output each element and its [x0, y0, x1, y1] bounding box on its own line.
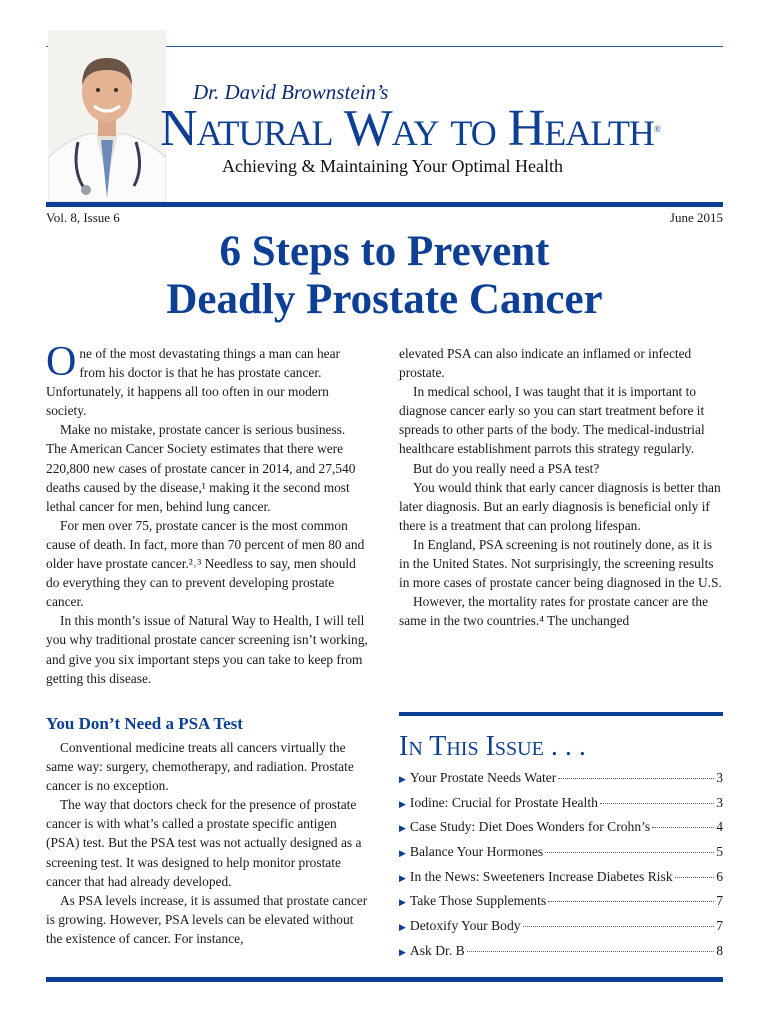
section-subhead: You Don’t Need a PSA Test [46, 714, 243, 733]
paragraph [46, 339, 368, 420]
headline-line-1: 6 Steps to Prevent [219, 228, 550, 275]
triangle-right-icon: ▶ [399, 947, 406, 958]
leader-dots [523, 926, 715, 927]
article-headline [46, 228, 723, 324]
article-column-2 [399, 344, 723, 630]
headline-line-2: Deadly Prostate Cancer [166, 276, 603, 323]
article-column-1-continued [46, 738, 368, 948]
doctor-portrait-icon [48, 30, 166, 202]
registered-mark: ® [653, 124, 660, 134]
leader-dots [652, 827, 714, 828]
triangle-right-icon: ▶ [399, 873, 406, 884]
toc-title: Your Prostate Needs Water [409, 770, 557, 785]
paragraph: In medical school, I was taught that it is important to diagnose cancer early so you can start treatment before it spreads to other parts of the body. The medical-industrial healthcare establishment parrots this strategy regularly. [399, 384, 705, 457]
toc-page: 6 [716, 868, 723, 884]
masthead-rule [46, 202, 723, 207]
triangle-right-icon: ▶ [399, 923, 406, 934]
paragraph: For men over 75, prostate cancer is the most common cause of death. In fact, more than 70 percent of men 80 and older have prostate cancer.²˒³ Needless to say, men should do everything they can to prevent developing prostate cancer. [46, 517, 365, 610]
paragraph: But do you really need a PSA test? [413, 460, 600, 476]
author-photo [48, 30, 166, 202]
paragraph: In England, PSA screening is not routinely done, as it is in the United States. Not surprisingly, the screening results in more cases of prostate cancer being diagnosed in the U.S. [399, 536, 722, 591]
toc-item[interactable] [399, 943, 723, 968]
leader-dots [545, 852, 714, 853]
toc-page: 8 [716, 942, 723, 958]
toc-title: Balance Your Hormones [409, 844, 544, 860]
in-this-issue-rule [399, 712, 723, 716]
newsletter-title-text: Natural Way to Health [160, 100, 654, 157]
toc-title: Iodine: Crucial for Prostate Health [409, 794, 598, 810]
toc-item[interactable] [399, 819, 723, 844]
in-this-issue-heading: In This Issue . . . [399, 731, 586, 762]
toc-page: 5 [716, 844, 723, 860]
paragraph: elevated PSA can also indicate an inflamed or infected prostate. [399, 346, 692, 381]
leader-dots [467, 951, 715, 952]
toc-page: 3 [716, 770, 723, 785]
toc-title: In the News: Sweeteners Increase Diabetes Risk [409, 868, 673, 884]
leader-dots [600, 803, 714, 804]
triangle-right-icon: ▶ [399, 898, 406, 909]
newsletter-title [160, 102, 660, 156]
paragraph: You would think that early cancer diagnosis is better than later diagnosis. But an early diagnosis is beneficial only if there is a treatment that can prolong lifespan. [399, 479, 721, 533]
leader-dots [548, 901, 714, 902]
leader-dots [675, 877, 715, 878]
author-byline: Dr. David Brownstein’s [193, 80, 389, 104]
drop-cap: O [46, 339, 77, 385]
toc-title: Case Study: Diet Does Wonders for Crohn’s [409, 819, 651, 835]
toc-item[interactable] [399, 795, 723, 820]
toc-page: 7 [716, 918, 723, 934]
volume-issue: Vol. 8, Issue 6 [46, 210, 120, 225]
triangle-right-icon: ▶ [399, 799, 406, 810]
triangle-right-icon: ▶ [399, 775, 406, 785]
paragraph-text: ne of the most devastating things a man can hear from his doctor is that he has prostate cancer. Unfortunately, it happens all too often in our modern society. [46, 346, 341, 419]
toc-item[interactable] [399, 893, 723, 918]
toc-item[interactable] [399, 844, 723, 869]
toc-title: Ask Dr. B [409, 942, 465, 958]
paragraph: However, the mortality rates for prostate cancer are the same in the two countries.⁴ The unchanged [399, 594, 709, 629]
toc-item[interactable] [399, 869, 723, 894]
bottom-rule [46, 977, 723, 982]
article-column-1 [46, 339, 368, 688]
toc-item[interactable] [399, 770, 723, 795]
triangle-right-icon: ▶ [399, 849, 406, 860]
toc-title: Take Those Supplements [409, 893, 547, 909]
table-of-contents [399, 770, 723, 968]
paragraph: Make no mistake, prostate cancer is serious business. The American Cancer Society estimates that there were 220,800 new cases of prostate cancer in 2014, and 27,540 deaths caused by the disease,¹ making it the second most lethal cancer for men, behind lung cancer. [46, 422, 356, 514]
toc-item[interactable] [399, 918, 723, 943]
toc-page: 3 [716, 794, 723, 810]
issue-date: June 2015 [669, 210, 723, 225]
toc-page: 7 [716, 893, 723, 909]
leader-dots [558, 778, 714, 779]
toc-title: Detoxify Your Body [409, 918, 521, 934]
paragraph: In this month’s issue of Natural Way to Health, I will tell you why traditional prostate cancer screening isn’t working, and give you six important steps you can take to keep from getting this disease. [46, 613, 368, 686]
triangle-right-icon: ▶ [399, 824, 406, 835]
newsletter-tagline: Achieving & Maintaining Your Optimal Health [222, 156, 563, 176]
paragraph: Conventional medicine treats all cancers virtually the same way: surgery, chemotherapy, and radiation. Prostate cancer is no exception. [46, 740, 354, 794]
toc-page: 4 [716, 819, 723, 835]
paragraph: As PSA levels increase, it is assumed that prostate cancer is growing. However, PSA levels can be elevated without the existence of cancer. For instance, [46, 892, 368, 946]
paragraph: The way that doctors check for the presence of prostate cancer is with what’s called a prostate specific antigen (PSA) test. But the PSA test was not actually designed as a screening test. It was designed to help monitor prostate cancer that had already developed. [46, 797, 362, 889]
